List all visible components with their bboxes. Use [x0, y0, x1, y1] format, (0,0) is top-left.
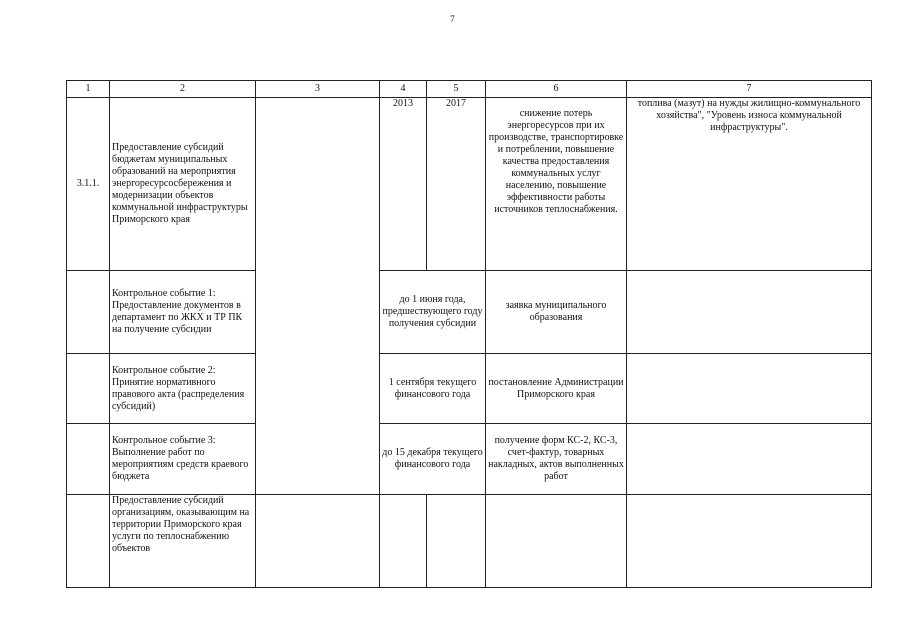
header-col-6: 6	[486, 81, 627, 98]
header-col-7: 7	[627, 81, 872, 98]
row-number	[67, 424, 110, 495]
control-event-deadline: 1 сентября текущего финансового года	[380, 354, 486, 424]
control-event-name: Контрольное событие 2: Принятие нормативного правового акта (распределения субсидий)	[110, 354, 256, 424]
control-event-result: заявка муниципального образования	[486, 271, 627, 354]
row-number: 3.1.1.	[67, 98, 110, 271]
control-event-deadline: до 15 декабря текущего финансового года	[380, 424, 486, 495]
end-year: 2017	[427, 98, 486, 271]
header-col-4: 4	[380, 81, 427, 98]
executor-cell	[256, 495, 380, 588]
measure-name: Предоставление субсидий бюджетам муниципальных образований на мероприятия энергоресурсосбережения и модернизации объектов коммунальной инфраструктуры Приморского края	[110, 98, 256, 271]
control-event-deadline: до 1 июня года, предшествующего году получения субсидии	[380, 271, 486, 354]
start-year: 2013	[380, 98, 427, 271]
measures-table	[66, 80, 872, 588]
expected-result: снижение потерь энергоресурсов при их производстве, транспортировке и потреблении, повышение качества предоставления коммунальных услуг населению, повышение эффективности работы источников теплоснабжения.	[486, 98, 627, 271]
control-event-result: получение форм КС-2, КС-3, счет-фактур, товарных накладных, актов выполненных работ	[486, 424, 627, 495]
row-number	[67, 354, 110, 424]
header-col-3: 3	[256, 81, 380, 98]
row-number	[67, 271, 110, 354]
table-row	[67, 271, 872, 354]
indicator-link	[627, 271, 872, 354]
indicator-link	[627, 424, 872, 495]
table-row	[67, 354, 872, 424]
indicator-link	[627, 495, 872, 588]
start-year	[380, 495, 427, 588]
measure-name: Предоставление субсидий организациям, оказывающим на территории Приморского края услуги по теплоснабжению объектов	[110, 495, 256, 588]
expected-result	[486, 495, 627, 588]
end-year	[427, 495, 486, 588]
control-event-name: Контрольное событие 1: Предоставление документов в департамент по ЖКХ и ТР ПК на получение субсидии	[110, 271, 256, 354]
indicator-link	[627, 354, 872, 424]
table-row	[67, 98, 872, 271]
header-col-5: 5	[427, 81, 486, 98]
control-event-result: постановление Администрации Приморского края	[486, 354, 627, 424]
header-row	[67, 81, 872, 98]
header-col-1: 1	[67, 81, 110, 98]
table-row	[67, 424, 872, 495]
header-col-2: 2	[110, 81, 256, 98]
page-number: 7	[450, 14, 455, 24]
indicator-link: топлива (мазут) на нужды жилищно-коммунального хозяйства", "Уровень износа коммунальной инфраструктуры".	[627, 98, 872, 271]
row-number	[67, 495, 110, 588]
table-row	[67, 495, 872, 588]
executor-cell	[256, 98, 380, 495]
control-event-name: Контрольное событие 3: Выполнение работ по мероприятиям средств краевого бюджета	[110, 424, 256, 495]
